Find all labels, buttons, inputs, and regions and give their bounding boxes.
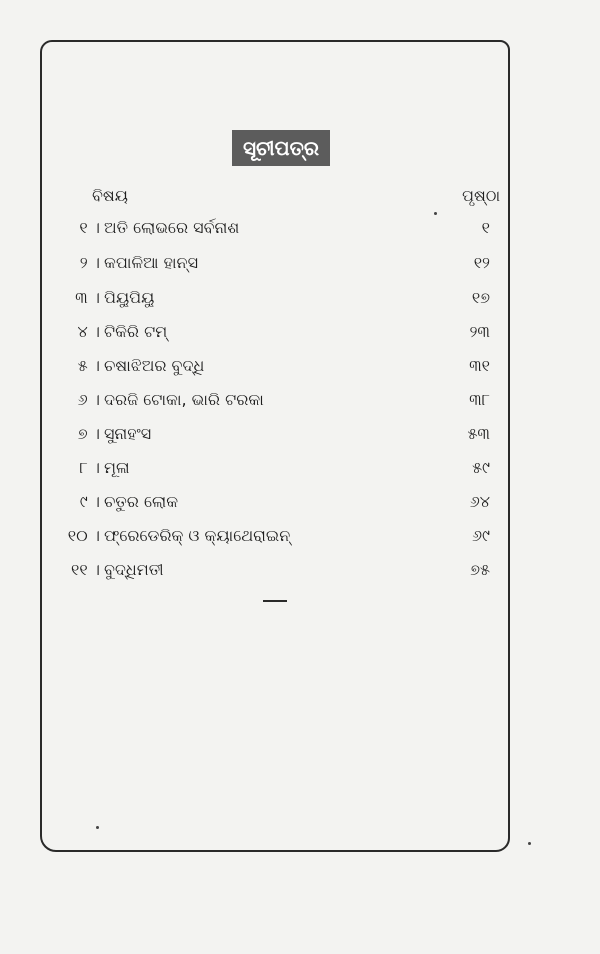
entry-title: ଫ୍ରେଡେରିକ୍ ଓ କ୍ୟାଥେରାଇନ୍: [104, 526, 291, 545]
toc-entry: [0, 218, 600, 242]
entry-title: ଦରଜି ଟୋକା, ଭାରି ଟରକା: [104, 390, 264, 409]
ink-speck: [528, 842, 531, 845]
entry-number: ୨ ।: [79, 253, 100, 272]
entry-page: ୧: [481, 218, 490, 237]
entry-number: ୯ ।: [79, 492, 100, 511]
entry-page: ୩୧: [469, 356, 490, 375]
ink-speck: [96, 826, 99, 829]
entry-number: ୮ ।: [79, 458, 100, 477]
entry-page: ୧୭: [471, 288, 490, 307]
toc-entry: [0, 560, 600, 584]
toc-entry: [0, 322, 600, 346]
entry-page: ୬୯: [471, 526, 490, 545]
entry-number: ୫ ।: [77, 356, 100, 375]
entry-page: ୨୩: [469, 322, 490, 341]
entry-title: ମୂଳା: [104, 458, 130, 477]
entry-page: ୧୨: [473, 253, 490, 272]
toc-entry: [0, 526, 600, 550]
entry-number: ୧୧ ।: [71, 560, 100, 579]
entry-title: ଚଷାଝିଅର ବୁଦ୍ଧି: [104, 356, 205, 375]
toc-entry: [0, 492, 600, 516]
entry-title: ଚତୁର ଲୋକ: [104, 492, 179, 511]
entry-title: କପାଳିଆ ହାନ୍ସ: [104, 253, 198, 272]
entry-page: ୭୫: [470, 560, 490, 579]
ink-speck: [434, 212, 437, 215]
entry-number: ୩ ।: [75, 288, 100, 307]
toc-entry: [0, 424, 600, 448]
entry-title: ବୁଦ୍ଧିମତୀ: [104, 560, 164, 579]
entry-title: ଟିକିରି ଟମ୍: [104, 322, 168, 341]
page-title: ସୂଚୀପତ୍ର: [243, 136, 319, 160]
toc-entry: [0, 390, 600, 414]
entry-number: ୭ ।: [77, 424, 100, 443]
entry-number: ୧ ।: [79, 218, 100, 237]
entry-page: ୬୪: [469, 492, 490, 511]
entry-page: ୫୩: [467, 424, 490, 443]
entry-title: ପିୟୁପିୟୁ: [104, 288, 155, 307]
subject-column-header: ବିଷୟ: [92, 186, 128, 205]
end-of-list-rule: [263, 600, 287, 602]
entry-title: ଅତି ଲୋଭରେ ସର୍ବନାଶ: [104, 218, 240, 237]
entry-number: ୧୦ ।: [67, 526, 100, 545]
title-banner: [232, 130, 330, 166]
entry-number: ୪ ।: [77, 322, 100, 341]
toc-entry: [0, 356, 600, 380]
toc-entry: [0, 458, 600, 482]
entry-page: ୩୮: [469, 390, 490, 409]
page-column-header: ପୃଷ୍ଠା: [462, 186, 501, 205]
entry-page: ୫୯: [472, 458, 490, 477]
entry-number: ୬ ।: [77, 390, 100, 409]
toc-entry: [0, 253, 600, 277]
toc-entry: [0, 288, 600, 312]
entry-title: ସୁନାହଂସ: [104, 424, 152, 443]
